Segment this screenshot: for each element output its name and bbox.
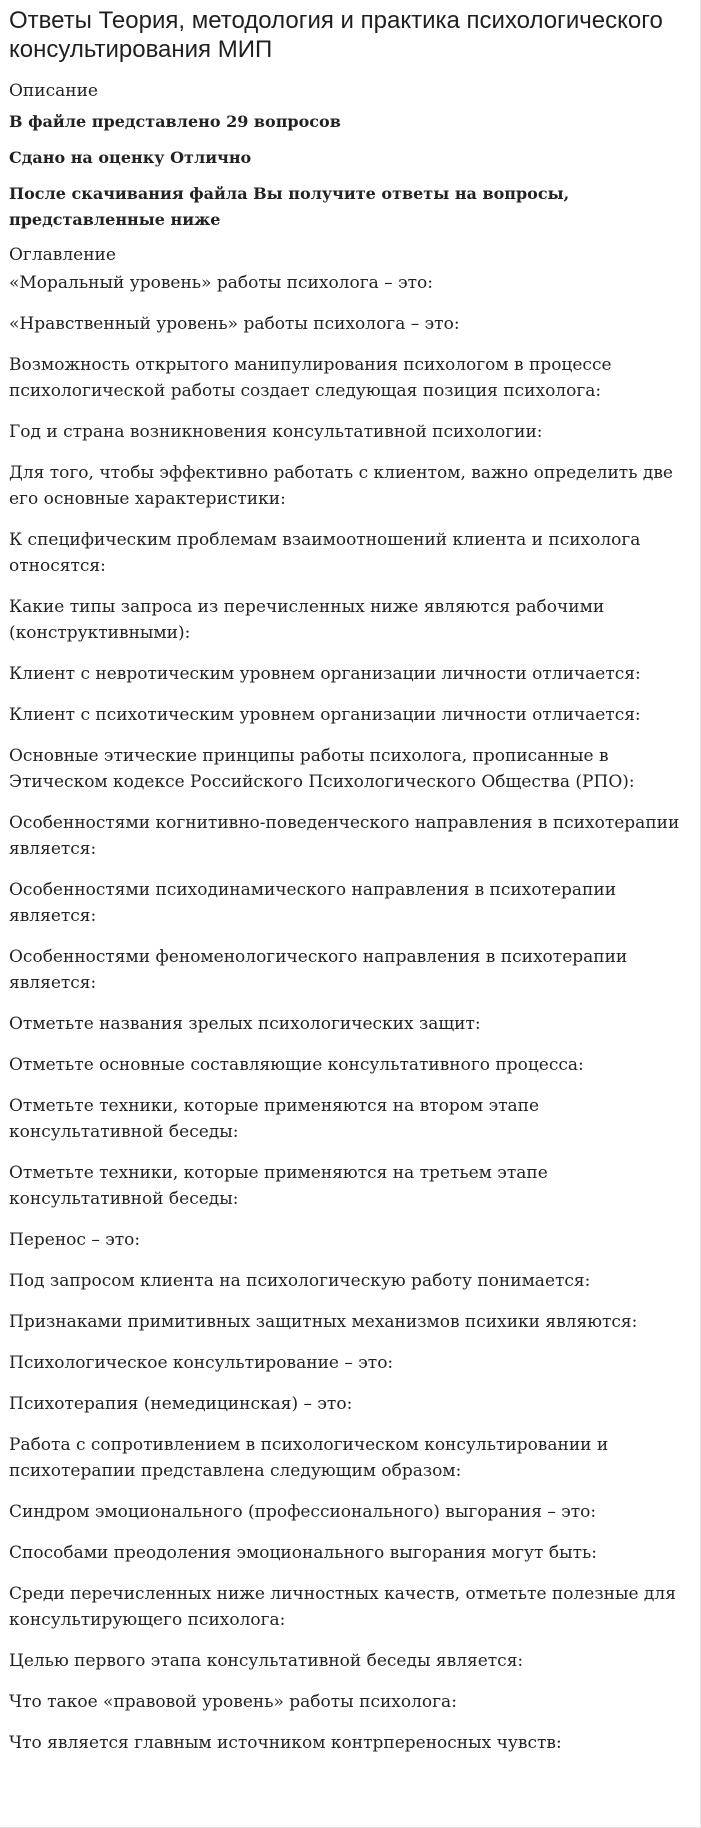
document-content [9, 6, 693, 1771]
toc-item: Клиент с невротическим уровнем организации личности отличается: [9, 664, 641, 684]
toc-item: Целью первого этапа консультативной беседы является: [9, 1651, 524, 1671]
page-title: Ответы Теория, методология и практика психологического консультирования МИП [9, 7, 663, 63]
toc-item: К специфическим проблемам взаимоотношений клиента и психолога относятся: [9, 530, 641, 576]
toc-item: Основные этические принципы работы психолога, прописанные в Этическом кодексе Российского Психологического Общества (РПО): [9, 746, 635, 792]
toc-item: Особенностями когнитивно-поведенческого направления в психотерапии является: [9, 813, 680, 859]
toc-item: Особенностями психодинамического направления в психотерапии является: [9, 880, 617, 926]
toc-item: Возможность открытого манипулирования психологом в процессе психологической работы создает следующая позиция психолога: [9, 355, 612, 401]
toc-item: Что является главным источником контрпереносных чувств: [9, 1733, 562, 1753]
toc-item: Что такое «правовой уровень» работы психолога: [9, 1692, 457, 1712]
toc-item: Клиент с психотическим уровнем организации личности отличается: [9, 705, 641, 725]
toc-item: Какие типы запроса из перечисленных ниже являются рабочими (конструктивными): [9, 597, 605, 643]
toc-item: Работа с сопротивлением в психологическом консультировании и психотерапии представлена следующим образом: [9, 1435, 609, 1481]
toc-list [9, 270, 693, 1756]
toc-item: Год и страна возникновения консультативной психологии: [9, 422, 543, 442]
toc-item: Особенностями феноменологического направления в психотерапии является: [9, 947, 628, 993]
toc-item: Синдром эмоционального (профессионального) выгорания – это: [9, 1502, 597, 1522]
toc-item: Отметьте техники, которые применяются на втором этапе консультативной беседы: [9, 1096, 540, 1142]
toc-item: Среди перечисленных ниже личностных качеств, отметьте полезные для консультирующего психолога: [9, 1584, 676, 1630]
toc-item: Способами преодоления эмоционального выгорания могут быть: [9, 1543, 598, 1563]
questions-count: В файле представлено 29 вопросов [9, 112, 341, 131]
toc-item: Психологическое консультирование – это: [9, 1353, 394, 1373]
toc-item: Отметьте техники, которые применяются на третьем этапе консультативной беседы: [9, 1163, 548, 1209]
toc-item: Психотерапия (немедицинская) – это: [9, 1394, 353, 1414]
toc-item: Под запросом клиента на психологическую работу понимается: [9, 1271, 591, 1291]
after-download-text: После скачивания файла Вы получите ответы на вопросы, представленные ниже [9, 184, 570, 229]
toc-item: Отметьте основные составляющие консультативного процесса: [9, 1055, 584, 1075]
toc-item: «Моральный уровень» работы психолога – это: [9, 273, 433, 293]
toc-item: Для того, чтобы эффективно работать с клиентом, важно определить две его основные характеристики: [9, 463, 673, 509]
grade-text: Сдано на оценку Отлично [9, 148, 252, 167]
toc-item: «Нравственный уровень» работы психолога – это: [9, 314, 460, 334]
toc-item: Отметьте названия зрелых психологических защит: [9, 1014, 481, 1034]
toc-item: Признаками примитивных защитных механизмов психики являются: [9, 1312, 638, 1332]
toc-item: Перенос – это: [9, 1230, 141, 1250]
toc-label: Оглавление [9, 245, 116, 265]
description-label: Описание [9, 81, 98, 101]
